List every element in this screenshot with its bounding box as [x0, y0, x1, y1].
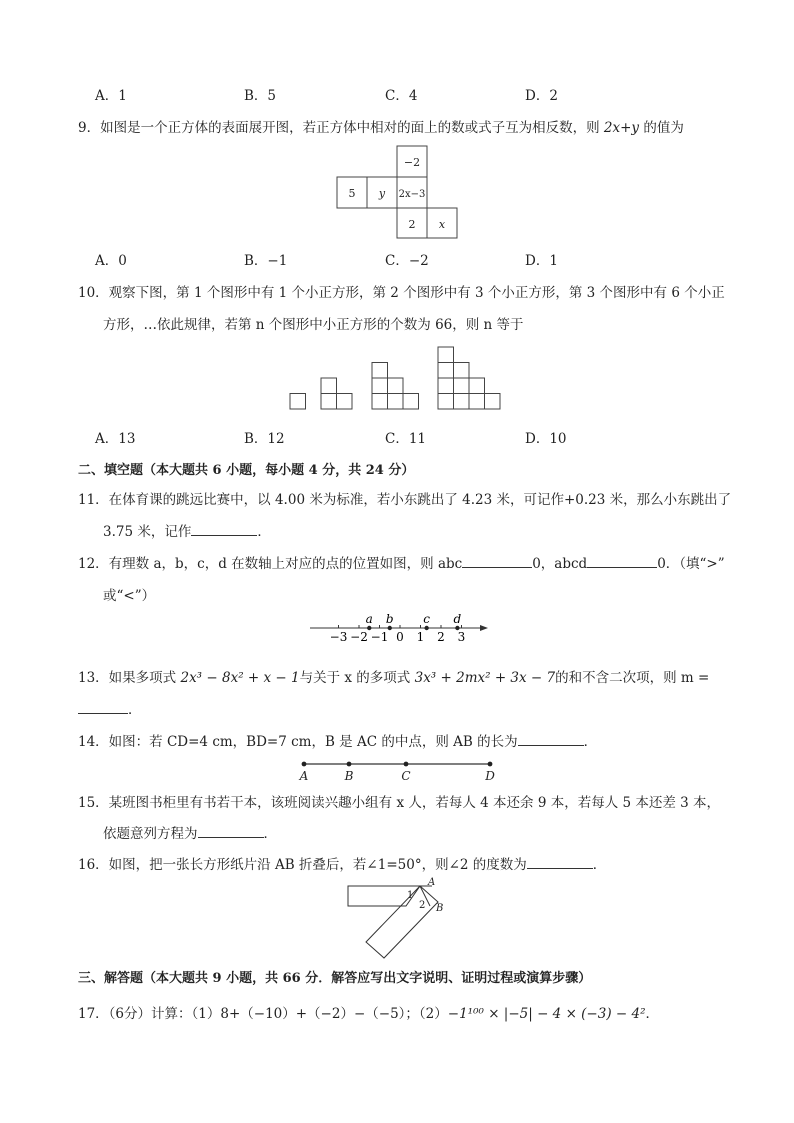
q11-line1: 11．在体育课的跳远比赛中，以 4.00 米为标准，若小东跳出了 4.23 米，可记作+0.23 米，那么小东跳出了 [78, 492, 732, 508]
q16-period: ． [592, 857, 607, 873]
section-3-heading: 三、解答题（本大题共 9 小题，共 66 分．解答应写出文字说明、证明过程或演算步骤） [78, 971, 592, 986]
label-angle-2: 2 [419, 900, 426, 911]
q12-text-a: 12．有理数 a，b，c，d 在数轴上对应的点的位置如图，则 abc [78, 556, 463, 572]
point-c [404, 762, 409, 767]
square-pattern-figure [288, 342, 508, 412]
small-square [372, 378, 388, 394]
small-square [388, 394, 404, 410]
label-fold-b: B [436, 903, 444, 914]
section-2-heading: 二、填空题（本大题共 6 小题，每小题 4 分，共 24 分） [78, 463, 415, 478]
small-square [438, 363, 454, 379]
q12-line2: 或“<”） [103, 588, 156, 604]
square-pattern-group [290, 347, 500, 409]
small-square [321, 378, 337, 394]
point-b [347, 762, 352, 767]
q13-text-c: 的和不含二次项，则 m = [555, 670, 710, 686]
point-a [367, 626, 371, 630]
q8-option-b: B．5 [244, 88, 277, 104]
q9-option-c: C．−2 [385, 253, 429, 269]
folded-paper-figure [344, 876, 454, 964]
q15-line1: 15．某班图书柜里有书若干本，该班阅读兴趣小组有 x 人，若每人 4 本还余 9 本，若每人 5 本还差 3 本， [78, 795, 721, 811]
q11-answer-blank [191, 521, 257, 536]
label-c: C [401, 769, 411, 783]
small-square [372, 363, 388, 379]
q12-text-c: 0．（填“>” [657, 556, 725, 572]
q14-period: ． [583, 734, 598, 750]
q14-line [78, 730, 597, 750]
q12-line1 [78, 552, 725, 572]
tick-label: 3 [457, 630, 466, 644]
small-square [438, 378, 454, 394]
cube-net-figure [334, 144, 464, 240]
q12-blank-2 [587, 553, 657, 568]
point-a [302, 762, 307, 767]
small-square [403, 394, 419, 410]
q10-line2: 方形，…依此规律，若第 n 个图形中小正方形的个数为 66，则 n 等于 [103, 317, 524, 333]
q11-line2 [103, 520, 271, 540]
q13-polynomial-1: 2x³ − 8x² + x − 1 [180, 670, 300, 686]
q12-text-b: 0，abcd [532, 556, 588, 572]
q13-answer-blank [78, 699, 128, 714]
tick-label: −2 [350, 630, 368, 644]
q9-option-d: D．1 [525, 253, 558, 269]
small-square [337, 394, 353, 410]
q10-option-b: B．12 [244, 431, 285, 447]
q9-stem-end: 的值为 [643, 120, 684, 136]
net-right: x [438, 218, 446, 231]
q15-text: 依题意列方程为 [103, 826, 198, 842]
small-square [321, 394, 337, 410]
segment-figure [294, 758, 504, 784]
q12-blank-1 [462, 553, 532, 568]
q8-option-d: D．2 [525, 88, 558, 104]
net-bottom: 2 [408, 218, 416, 231]
small-square [438, 347, 454, 363]
q15-period: ． [263, 826, 277, 842]
small-square [485, 394, 501, 410]
q13-text-b: 与关于 x 的多项式 [299, 670, 415, 686]
small-square [469, 378, 485, 394]
label-b: B [344, 769, 354, 783]
tick-label: −3 [329, 630, 348, 644]
label-a: A [299, 769, 309, 783]
tick-label: −1 [370, 630, 389, 644]
q13-text-a: 13．如果多项式 [78, 670, 181, 686]
net-top: −2 [403, 156, 421, 169]
number-line-points [366, 612, 462, 630]
q9-option-a: A．0 [95, 253, 127, 269]
net-center: 2x−3 [398, 189, 426, 200]
q14-answer-blank [518, 731, 584, 746]
q13-line2 [78, 698, 142, 718]
paper-folded-strip [366, 886, 438, 958]
q10-option-a: A．13 [95, 431, 136, 447]
q17-line [78, 1002, 659, 1022]
small-square [290, 394, 306, 410]
small-square [469, 394, 485, 410]
small-square [454, 378, 470, 394]
net-left: 5 [348, 187, 356, 200]
q16-text: 16．如图，把一张长方形纸片沿 AB 折叠后，若∠1=50°，则∠2 的度数为 [78, 857, 527, 873]
label-d: D [485, 769, 495, 783]
q9-stem-text: 9．如图是一个正方体的表面展开图，若正方体中相对的面上的数或式子互为相反数，则 [78, 120, 600, 136]
q9-expression: 2x+y [603, 120, 640, 136]
tick-label: 0 [396, 630, 404, 644]
label-angle-1: 1 [407, 890, 414, 901]
point-b [388, 626, 392, 630]
q10-option-c: C．11 [385, 431, 427, 447]
tick-label: 2 [437, 630, 445, 644]
q16-line [78, 853, 606, 873]
small-square [438, 394, 454, 410]
point-d [455, 626, 459, 630]
small-square [372, 394, 388, 410]
q9-option-b: B．−1 [244, 253, 288, 269]
q17-expression: −1¹⁰⁰ × |−5| − 4 × (−3) − 4² [447, 1006, 646, 1022]
q17-period: ． [645, 1006, 659, 1022]
q8-option-c: C．4 [385, 88, 418, 104]
q10-option-d: D．10 [525, 431, 567, 447]
point-label-d: d [453, 612, 462, 626]
point-d [488, 762, 493, 767]
q16-answer-blank [527, 854, 593, 869]
q15-answer-blank [198, 823, 264, 838]
q14-text: 14．如图：若 CD=4 cm，BD=7 cm，B 是 AC 的中点，则 AB 的长为 [78, 734, 518, 750]
q9-stem [78, 116, 684, 136]
q17-text: 17．（6分）计算：（1）8+（−10）+（−2）−（−5）；（2） [78, 1006, 448, 1022]
small-square [388, 378, 404, 394]
q11-period: ． [257, 524, 271, 540]
q11-text: 3.75 米，记作 [103, 524, 192, 540]
q15-line2 [103, 822, 277, 842]
label-fold-a: A [428, 877, 436, 888]
net-y: y [378, 187, 386, 200]
tick-label: 1 [416, 630, 425, 644]
q13-polynomial-2: 3x³ + 2mx² + 3x − 7 [414, 670, 556, 686]
point-c [424, 626, 428, 630]
number-line-figure [304, 608, 494, 646]
small-square [454, 363, 470, 379]
q13-line1 [78, 666, 709, 686]
point-label-a: a [365, 612, 373, 626]
q10-line1: 10．观察下图，第 1 个图形中有 1 个小正方形，第 2 个图形中有 3 个小正方形，第 3 个图形中有 6 个小正 [78, 285, 725, 301]
small-square [454, 394, 470, 410]
q8-option-a: A．1 [95, 88, 127, 104]
q13-period: ． [128, 702, 142, 718]
point-label-b: b [385, 612, 394, 626]
arrow-icon [480, 625, 488, 631]
point-label-c: c [423, 612, 431, 626]
